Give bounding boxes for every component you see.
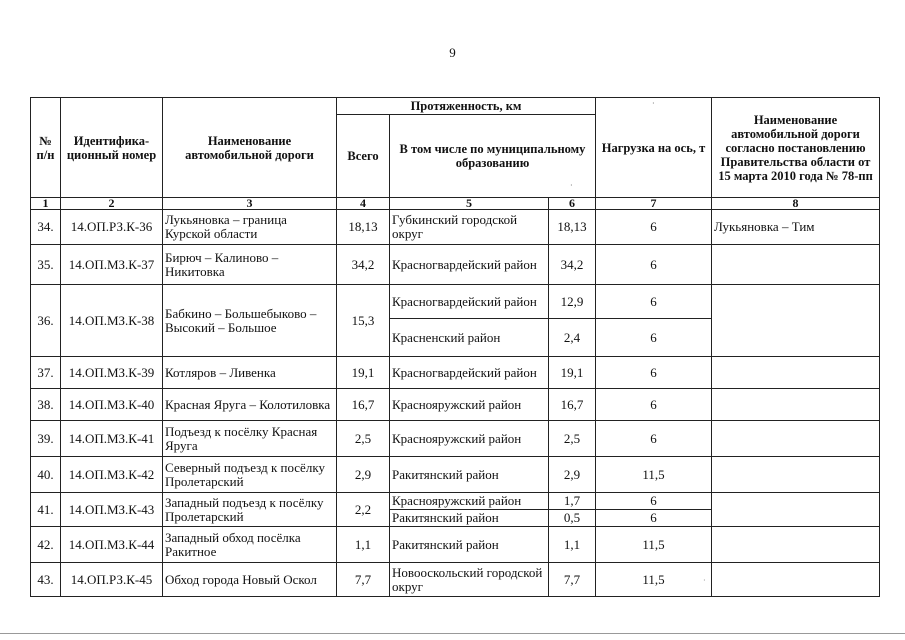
road-id: 14.ОП.МЗ.К-43 [61,493,163,527]
district-name: Красногвардейский район [390,245,549,285]
district-length: 7,7 [549,563,596,597]
length-total: 19,1 [337,357,390,389]
page-number: 9 [449,45,456,60]
district-length: 2,5 [549,421,596,457]
column-number-row [31,198,880,210]
district-name: Краснояружский район [390,421,549,457]
road-name: Обход города Новый Оскол [163,563,337,597]
row-number: 39. [31,421,61,457]
decree-road-name [712,563,880,597]
decree-road-name [712,357,880,389]
district-length: 1,1 [549,527,596,563]
scan-mark: · [570,181,573,190]
row-number: 42. [31,527,61,563]
decree-road-name [712,285,880,357]
district-length: 1,7 [549,493,596,510]
district-length: 2,9 [549,457,596,493]
header-road-name: Наименование автомобильной дороги [163,98,337,198]
district-name: Новооскольский городской округ [390,563,549,597]
road-id: 14.ОП.МЗ.К-37 [61,245,163,285]
header-decree-name: Наименование автомобильной дороги согласно постановлению Правительства области от 15 марта 2010 года № 78-пп [712,98,880,198]
axle-load: 6 [596,389,712,421]
row-number: 43. [31,563,61,597]
column-number: 7 [596,198,712,210]
table-row [31,357,880,389]
length-total: 2,9 [337,457,390,493]
district-name: Красногвардейский район [390,285,549,319]
road-name: Бабкино – Большебыково – Высокий – Большое [163,285,337,357]
length-total: 7,7 [337,563,390,597]
row-number: 38. [31,389,61,421]
district-name: Ракитянский район [390,527,549,563]
axle-load: 6 [596,493,712,510]
district-name: Губкинский городской округ [390,210,549,245]
scan-mark: · [703,576,706,585]
header-axle-load: Нагрузка на ось, т [596,98,712,198]
table-row [31,527,880,563]
decree-road-name [712,421,880,457]
scan-edge-line [0,633,905,634]
road-name: Подъезд к посёлку Красная Яруга [163,421,337,457]
column-number: 6 [549,198,596,210]
length-total: 2,2 [337,493,390,527]
district-name: Краснояружский район [390,389,549,421]
axle-load: 11,5 [596,563,712,597]
table-row [31,457,880,493]
district-length: 18,13 [549,210,596,245]
district-name: Красненский район [390,319,549,357]
header-number: № п/н [31,98,61,198]
road-id: 14.ОП.РЗ.К-36 [61,210,163,245]
header-by-municipality: В том числе по муниципальному образованию [390,115,596,198]
row-number: 40. [31,457,61,493]
column-number: 1 [31,198,61,210]
district-length: 34,2 [549,245,596,285]
length-total: 15,3 [337,285,390,357]
road-id: 14.ОП.МЗ.К-42 [61,457,163,493]
axle-load: 6 [596,245,712,285]
scan-mark: · [652,99,655,108]
road-name: Бирюч – Калиново – Никитовка [163,245,337,285]
table-row [31,421,880,457]
road-name: Котляров – Ливенка [163,357,337,389]
table-row [31,563,880,597]
length-total: 18,13 [337,210,390,245]
road-id: 14.ОП.МЗ.К-40 [61,389,163,421]
decree-road-name [712,245,880,285]
table-row [31,493,880,510]
district-length: 19,1 [549,357,596,389]
road-id: 14.ОП.МЗ.К-38 [61,285,163,357]
table-header [31,98,880,210]
decree-road-name [712,527,880,563]
axle-load: 11,5 [596,457,712,493]
column-number: 4 [337,198,390,210]
decree-road-name [712,389,880,421]
axle-load: 11,5 [596,527,712,563]
road-id: 14.ОП.МЗ.К-44 [61,527,163,563]
row-number: 35. [31,245,61,285]
row-number: 36. [31,285,61,357]
header-total: Всего [337,115,390,198]
table-body [31,210,880,597]
axle-load: 6 [596,421,712,457]
roads-table [30,97,880,597]
district-name: Красногвардейский район [390,357,549,389]
district-name: Ракитянский район [390,510,549,527]
axle-load: 6 [596,210,712,245]
row-number: 41. [31,493,61,527]
district-name: Ракитянский район [390,457,549,493]
table-row [31,389,880,421]
road-id: 14.ОП.РЗ.К-45 [61,563,163,597]
table-row [31,245,880,285]
district-name: Краснояружский район [390,493,549,510]
road-name: Красная Яруга – Колотиловка [163,389,337,421]
length-total: 2,5 [337,421,390,457]
axle-load: 6 [596,285,712,319]
row-number: 34. [31,210,61,245]
road-id: 14.ОП.МЗ.К-39 [61,357,163,389]
road-name: Северный подъезд к посёлку Пролетарский [163,457,337,493]
district-length: 16,7 [549,389,596,421]
road-name: Западный подъезд к посёлку Пролетарский [163,493,337,527]
district-length: 12,9 [549,285,596,319]
road-name: Лукьяновка – граница Курской области [163,210,337,245]
length-total: 34,2 [337,245,390,285]
district-length: 0,5 [549,510,596,527]
axle-load: 6 [596,357,712,389]
header-id: Идентифика-ционный номер [61,98,163,198]
axle-load: 6 [596,510,712,527]
row-number: 37. [31,357,61,389]
table-row [31,210,880,245]
decree-road-name [712,493,880,527]
column-number: 3 [163,198,337,210]
decree-road-name: Лукьяновка – Тим [712,210,880,245]
road-id: 14.ОП.МЗ.К-41 [61,421,163,457]
column-number: 8 [712,198,880,210]
column-number: 5 [390,198,549,210]
road-name: Западный обход посёлка Ракитное [163,527,337,563]
axle-load: 6 [596,319,712,357]
decree-road-name [712,457,880,493]
length-total: 16,7 [337,389,390,421]
district-length: 2,4 [549,319,596,357]
table-row [31,285,880,319]
header-length-group: Протяженность, км [337,98,596,115]
column-number: 2 [61,198,163,210]
length-total: 1,1 [337,527,390,563]
